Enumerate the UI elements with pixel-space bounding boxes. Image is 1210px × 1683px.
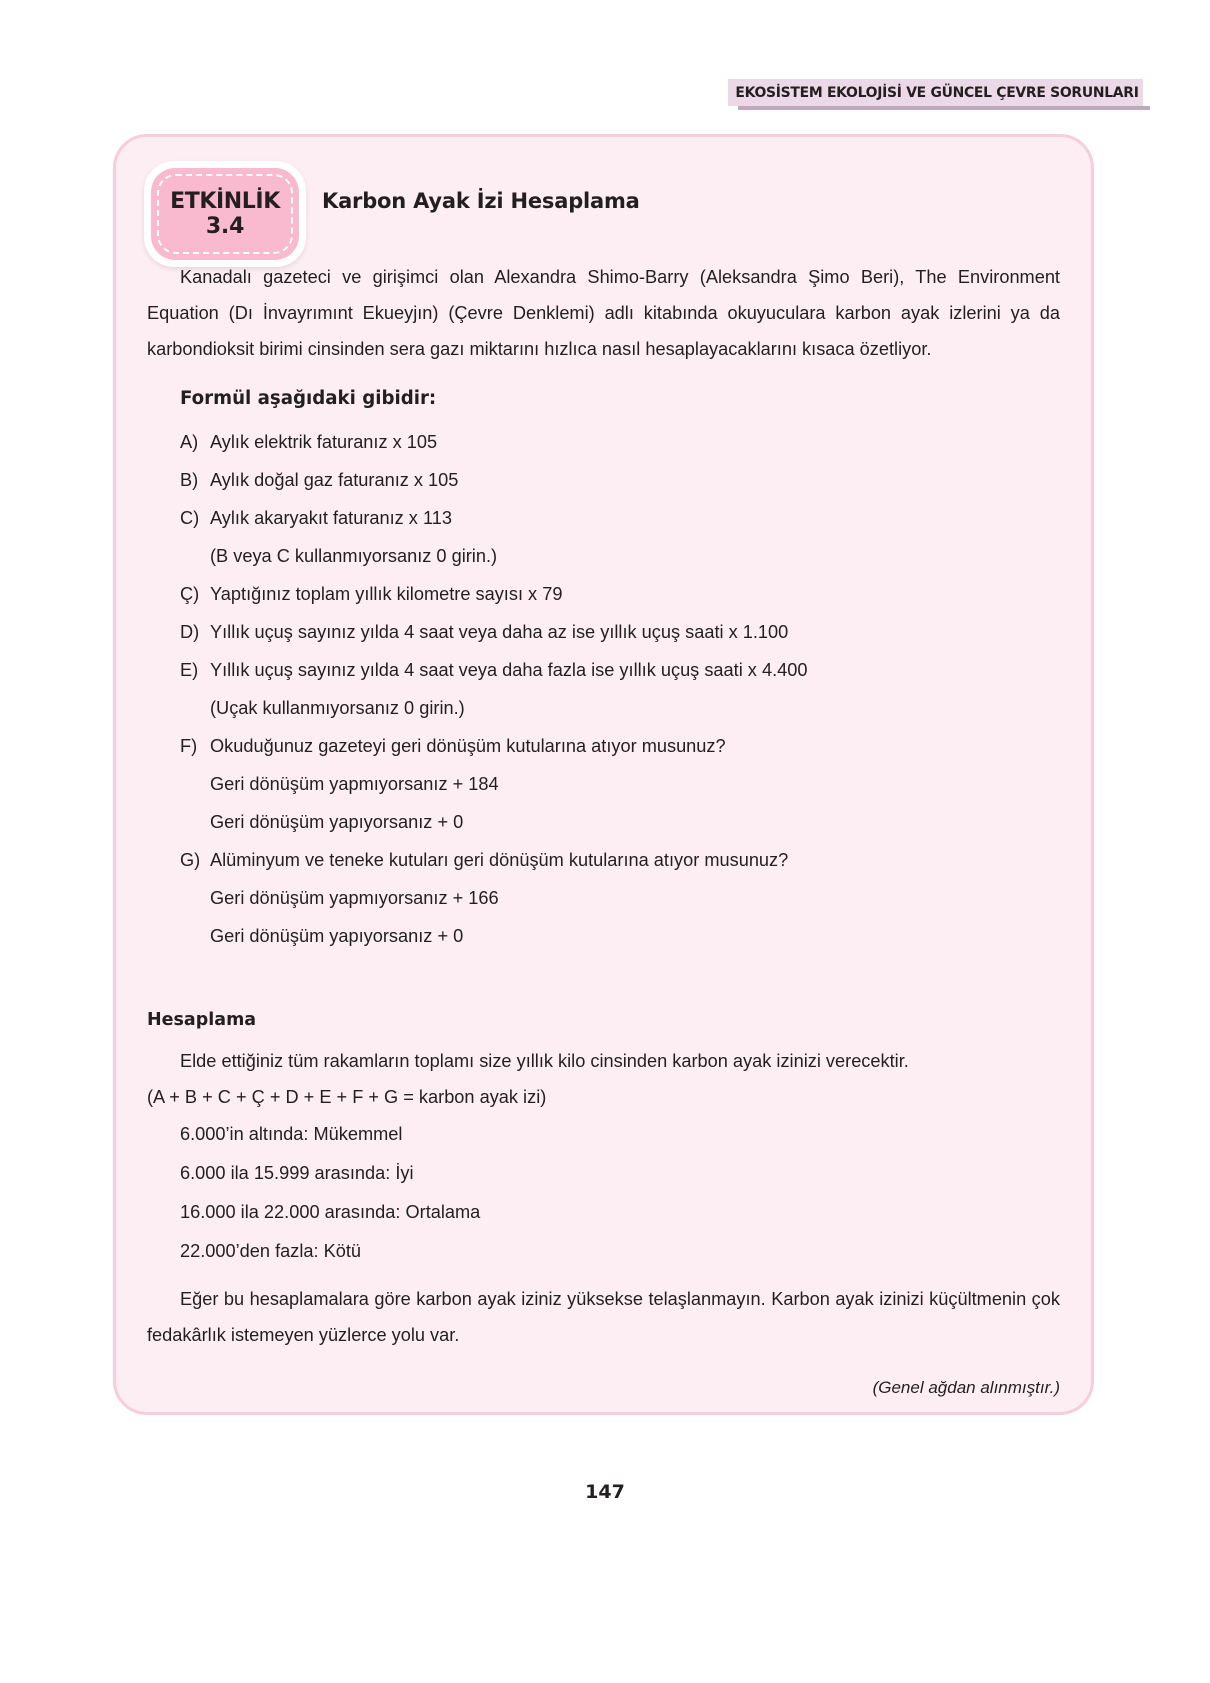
formula-item-c xyxy=(180,499,1060,537)
activity-badge-label: ETKİNLİK xyxy=(170,189,280,215)
formula-item-letter: C) xyxy=(180,508,200,528)
formula-item-letter: G) xyxy=(180,850,201,870)
formula-item-text: Aylık doğal gaz faturanız x 105 xyxy=(210,470,459,490)
formula-item-text: Yıllık uçuş sayınız yılda 4 saat veya daha az ise yıllık uçuş saati x 1.100 xyxy=(210,622,789,642)
formula-item-text: Aylık akaryakıt faturanız x 113 xyxy=(210,508,452,528)
formula-item-text: Okuduğunuz gazeteyi geri dönüşüm kutularına atıyor musunuz? xyxy=(210,736,726,756)
source-note: (Genel ağdan alınmıştır.) xyxy=(872,1378,1060,1397)
activity-panel-inner xyxy=(126,147,1081,1402)
formula-item-c-cedilla xyxy=(180,575,1060,613)
activity-badge xyxy=(144,161,306,267)
page-number: 147 xyxy=(585,1481,625,1503)
formula-item-letter: F) xyxy=(180,736,198,756)
formula-item-g xyxy=(180,841,1060,879)
scale-line-excellent: 6.000’in altında: Mükemmel xyxy=(180,1124,403,1144)
formula-item-b xyxy=(180,461,1060,499)
running-header xyxy=(728,79,1143,106)
formula-g-sub-recycle: Geri dönüşüm yapıyorsanız + 0 xyxy=(210,926,464,946)
intro-paragraph: Kanadalı gazeteci ve girişimci olan Alexandra Shimo-Barry (Aleksandra Şimo Beri), The Environment Equation (Dı İnvayrımınt Ekueyjın) (Çevre Denklemi) adlı kitabında okuyuculara karbon ayak izlerini ya da karbondioksit birimi cinsinden sera gazı miktarını hızlıca nasıl hesaplayacaklarını kısaca özetliyor. xyxy=(147,267,1060,359)
scale-line-good: 6.000 ila 15.999 arasında: İyi xyxy=(180,1163,414,1183)
formula-item-text: Aylık elektrik faturanız x 105 xyxy=(210,432,438,452)
running-header-band xyxy=(728,79,1143,106)
formula-list xyxy=(147,423,1060,955)
formula-g-sub-no-recycle: Geri dönüşüm yapmıyorsanız + 166 xyxy=(210,888,499,908)
calculation-intro: Elde ettiğiniz tüm rakamların toplamı size yıllık kilo cinsinden karbon ayak izinizi verecektir. xyxy=(180,1051,909,1071)
formula-item-f xyxy=(180,727,1060,765)
formula-item-letter: A) xyxy=(180,432,199,452)
formula-item-letter: D) xyxy=(180,622,200,642)
activity-panel xyxy=(113,134,1094,1415)
formula-f-sub-recycle: Geri dönüşüm yapıyorsanız + 0 xyxy=(210,812,464,832)
formula-item-text: Yıllık uçuş sayınız yılda 4 saat veya daha fazla ise yıllık uçuş saati x 4.400 xyxy=(210,660,808,680)
scale-line-average: 16.000 ila 22.000 arasında: Ortalama xyxy=(180,1202,481,1222)
formula-item-text: Alüminyum ve teneke kutuları geri dönüşüm kutularına atıyor musunuz? xyxy=(210,850,789,870)
formula-item-d xyxy=(180,613,1060,651)
calculation-equation: (A + B + C + Ç + D + E + F + G = karbon ayak izi) xyxy=(147,1087,547,1107)
activity-title: Karbon Ayak İzi Hesaplama xyxy=(322,189,640,213)
formula-note-bc: (B veya C kullanmıyorsanız 0 girin.) xyxy=(210,546,498,566)
formula-item-letter: E) xyxy=(180,660,199,680)
activity-content xyxy=(147,259,1060,1397)
formula-f-sub-no-recycle: Geri dönüşüm yapmıyorsanız + 184 xyxy=(210,774,499,794)
formula-item-letter: Ç) xyxy=(180,584,200,604)
formula-note-plane: (Uçak kullanmıyorsanız 0 girin.) xyxy=(210,698,465,718)
formula-item-a xyxy=(180,423,1060,461)
running-header-title: EKOSİSTEM EKOLOJİSİ VE GÜNCEL ÇEVRE SORUNLARI xyxy=(734,84,1139,101)
formula-item-text: Yaptığınız toplam yıllık kilometre sayısı x 79 xyxy=(210,584,563,604)
closing-paragraph: Eğer bu hesaplamalara göre karbon ayak iziniz yüksekse telaşlanmayın. Karbon ayak izinizi küçültmenin çok fedakârlık istemeyen yüzlerce yolu var. xyxy=(147,1289,1060,1345)
formula-item-e xyxy=(180,651,1060,689)
calculation-heading: Hesaplama xyxy=(147,1010,257,1030)
formula-heading: Formül aşağıdaki gibidir: xyxy=(180,388,437,409)
header-underline-rule xyxy=(738,106,1150,110)
scale-line-bad: 22.000’den fazla: Kötü xyxy=(180,1241,362,1261)
activity-badge-number: 3.4 xyxy=(205,213,245,239)
activity-badge-text xyxy=(144,161,306,267)
formula-item-letter: B) xyxy=(180,470,199,490)
